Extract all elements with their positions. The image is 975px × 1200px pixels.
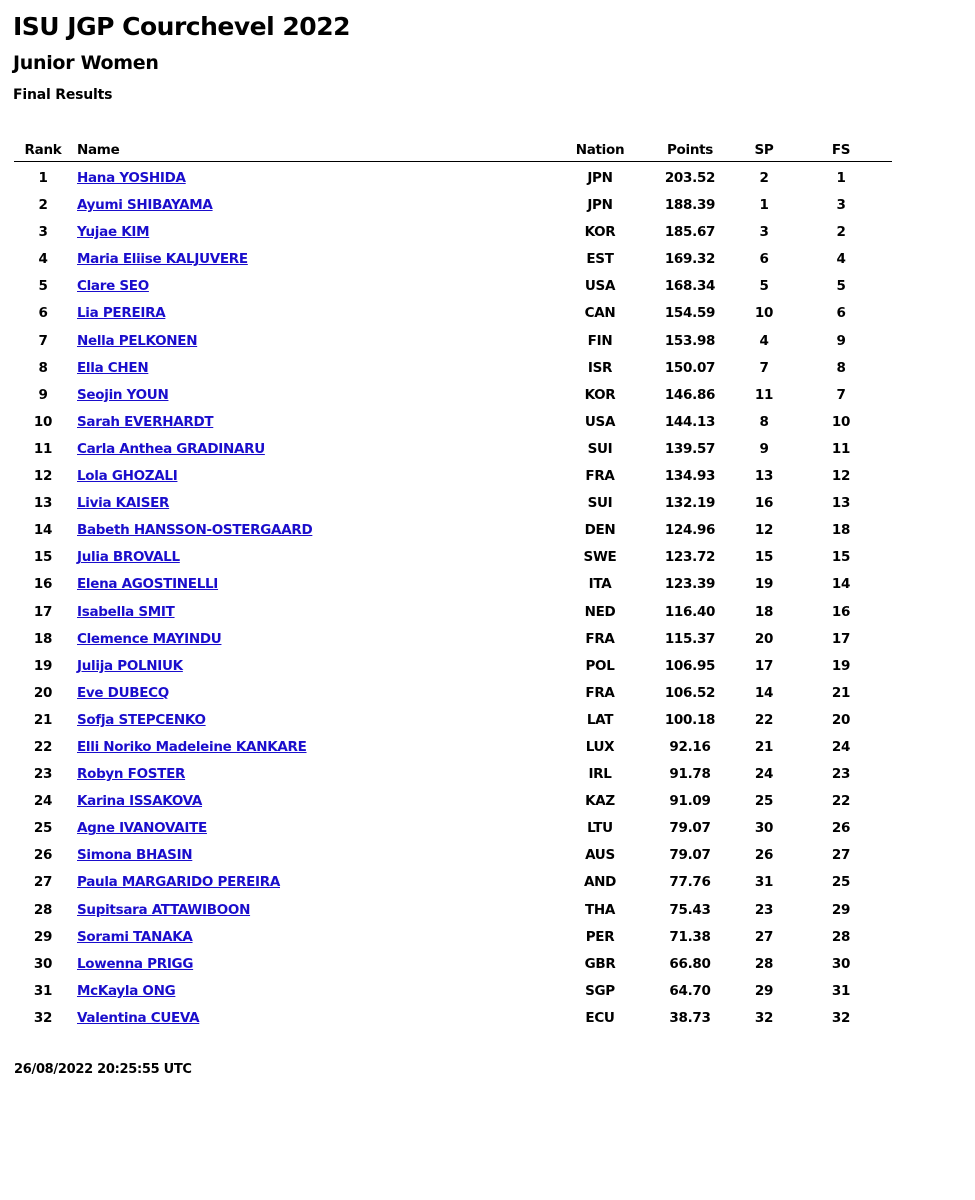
nation-cell: FIN (587, 332, 613, 349)
skater-name-link[interactable]: Paula MARGARIDO PEREIRA (77, 874, 280, 891)
rank-cell: 12 (33, 468, 53, 485)
rank-cell: 5 (38, 278, 48, 295)
sp-placement-cell: 12 (754, 522, 774, 539)
rank-cell: 9 (38, 386, 48, 403)
nation-cell: JPN (587, 197, 613, 214)
skater-name-link[interactable]: Simona BHASIN (77, 847, 193, 864)
fs-placement-cell: 12 (831, 468, 851, 485)
points-cell: 79.07 (669, 847, 711, 864)
nation-cell: POL (585, 657, 615, 674)
table-row (14, 897, 892, 924)
table-row (14, 246, 892, 273)
skater-name-link[interactable]: Ella CHEN (77, 359, 149, 376)
rank-cell: 26 (33, 847, 53, 864)
rank-cell: 32 (33, 1009, 53, 1026)
table-row (14, 680, 892, 707)
nation-cell: ITA (588, 576, 612, 593)
rank-cell: 21 (33, 711, 53, 728)
sp-placement-cell: 5 (759, 278, 769, 295)
skater-name-link[interactable]: McKayla ONG (77, 982, 176, 999)
fs-placement-cell: 16 (831, 603, 851, 620)
points-cell: 79.07 (669, 820, 711, 837)
sp-placement-cell: 9 (759, 440, 769, 457)
nation-cell: LTU (587, 820, 613, 837)
skater-name-link[interactable]: Isabella SMIT (77, 603, 175, 620)
sp-placement-cell: 3 (759, 224, 769, 241)
table-row (14, 788, 892, 815)
table-row (14, 707, 892, 734)
sp-placement-cell: 11 (754, 386, 774, 403)
rank-cell: 10 (33, 413, 53, 430)
skater-name-link[interactable]: Nella PELKONEN (77, 332, 198, 349)
skater-name-link[interactable]: Babeth HANSSON-OSTERGAARD (77, 522, 313, 539)
rank-cell: 6 (38, 305, 48, 322)
table-row (14, 924, 892, 951)
nation-cell: DEN (584, 522, 616, 539)
nation-cell: EST (586, 251, 614, 268)
table-row (14, 192, 892, 219)
skater-name-link[interactable]: Ayumi SHIBAYAMA (77, 197, 213, 214)
table-row (14, 653, 892, 680)
sp-placement-cell: 29 (754, 982, 774, 999)
category-title: Junior Women (13, 52, 159, 74)
nation-cell: LAT (586, 711, 614, 728)
sp-placement-cell: 15 (754, 549, 774, 566)
fs-placement-cell: 7 (836, 386, 846, 403)
nation-cell: KAZ (585, 793, 615, 810)
skater-name-link[interactable]: Elli Noriko Madeleine KANKARE (77, 738, 307, 755)
points-cell: 116.40 (664, 603, 716, 620)
table-row (14, 599, 892, 626)
table-row (14, 734, 892, 761)
fs-placement-cell: 2 (836, 224, 846, 241)
rank-cell: 11 (33, 440, 53, 457)
sp-placement-cell: 32 (754, 1009, 774, 1026)
fs-placement-cell: 25 (831, 874, 851, 891)
sp-placement-cell: 17 (754, 657, 774, 674)
nation-cell: IRL (588, 766, 612, 783)
nation-cell: SWE (583, 549, 617, 566)
report-timestamp: 26/08/2022 20:25:55 UTC (14, 1062, 192, 1077)
fs-placement-cell: 27 (831, 847, 851, 864)
fs-placement-cell: 4 (836, 251, 846, 268)
rank-cell: 22 (33, 738, 53, 755)
table-row (14, 409, 892, 436)
sp-placement-cell: 26 (754, 847, 774, 864)
results-table-body (14, 165, 892, 1032)
points-cell: 38.73 (669, 1009, 711, 1026)
skater-name-link[interactable]: Karina ISSAKOVA (77, 793, 203, 810)
nation-cell: PER (585, 928, 615, 945)
points-cell: 168.34 (664, 278, 716, 295)
table-row (14, 951, 892, 978)
skater-name-link[interactable]: Sofja STEPCENKO (77, 711, 206, 728)
sp-placement-cell: 7 (759, 359, 769, 376)
sp-placement-cell: 22 (754, 711, 774, 728)
skater-name-link[interactable]: Lia PEREIRA (77, 305, 166, 322)
nation-cell: SUI (587, 495, 613, 512)
skater-name-link[interactable]: Lola GHOZALI (77, 468, 178, 485)
sp-placement-cell: 16 (754, 495, 774, 512)
nation-cell: NED (584, 603, 616, 620)
nation-cell: CAN (584, 305, 616, 322)
rank-cell: 29 (33, 928, 53, 945)
nation-cell: FRA (585, 468, 615, 485)
rank-cell: 24 (33, 793, 53, 810)
skater-name-link[interactable]: Sorami TANAKA (77, 928, 193, 945)
nation-cell: ECU (585, 1009, 615, 1026)
nation-cell: USA (584, 278, 616, 295)
fs-placement-cell: 18 (831, 522, 851, 539)
fs-placement-cell: 1 (836, 170, 846, 186)
skater-name-link[interactable]: Robyn FOSTER (77, 766, 186, 783)
table-row (14, 165, 892, 192)
points-cell: 124.96 (664, 522, 716, 539)
table-row (14, 273, 892, 300)
points-cell: 75.43 (669, 901, 711, 918)
sp-placement-cell: 28 (754, 955, 774, 972)
sp-placement-cell: 21 (754, 738, 774, 755)
fs-placement-cell: 29 (831, 901, 851, 918)
skater-name-link[interactable]: Eve DUBECQ (77, 684, 169, 701)
fs-placement-cell: 9 (836, 332, 846, 349)
table-row (14, 219, 892, 246)
nation-cell: THA (584, 901, 616, 918)
points-cell: 146.86 (664, 386, 716, 403)
fs-placement-cell: 28 (831, 928, 851, 945)
sp-placement-cell: 4 (759, 332, 769, 349)
page-title: ISU JGP Courchevel 2022 (13, 12, 350, 41)
fs-placement-cell: 17 (831, 630, 851, 647)
nation-cell: KOR (584, 386, 616, 403)
points-cell: 144.13 (664, 413, 716, 430)
sp-placement-cell: 14 (754, 684, 774, 701)
fs-placement-cell: 32 (831, 1009, 851, 1026)
sp-placement-cell: 23 (754, 901, 774, 918)
rank-cell: 31 (33, 982, 53, 999)
sp-placement-cell: 8 (759, 413, 769, 430)
points-cell: 66.80 (669, 955, 711, 972)
nation-cell: ISR (587, 359, 613, 376)
rank-cell: 23 (33, 766, 53, 783)
column-header-points: Points (666, 142, 714, 158)
column-header-rank: Rank (24, 142, 62, 158)
fs-placement-cell: 13 (831, 495, 851, 512)
table-row (14, 869, 892, 896)
points-cell: 115.37 (664, 630, 716, 647)
points-cell: 150.07 (664, 359, 716, 376)
fs-placement-cell: 24 (831, 738, 851, 755)
nation-cell: KOR (584, 224, 616, 241)
points-cell: 106.95 (664, 657, 716, 674)
rank-cell: 8 (38, 359, 48, 376)
table-row (14, 571, 892, 598)
points-cell: 169.32 (664, 251, 716, 268)
nation-cell: AUS (585, 847, 615, 864)
points-cell: 139.57 (664, 440, 716, 457)
nation-cell: JPN (587, 170, 613, 186)
fs-placement-cell: 15 (831, 549, 851, 566)
column-header-nation: Nation (575, 142, 625, 158)
column-header-fs: FS (831, 142, 851, 158)
table-row (14, 382, 892, 409)
rank-cell: 14 (33, 522, 53, 539)
points-cell: 132.19 (664, 495, 716, 512)
fs-placement-cell: 23 (831, 766, 851, 783)
points-cell: 91.78 (669, 766, 711, 783)
skater-name-link[interactable]: Valentina CUEVA (77, 1009, 200, 1026)
points-cell: 123.39 (664, 576, 716, 593)
table-row (14, 300, 892, 327)
table-row (14, 626, 892, 653)
points-cell: 153.98 (664, 332, 716, 349)
table-row (14, 815, 892, 842)
sp-placement-cell: 31 (754, 874, 774, 891)
sp-placement-cell: 18 (754, 603, 774, 620)
skater-name-link[interactable]: Clare SEO (77, 278, 149, 295)
skater-name-link[interactable]: Julija POLNIUK (77, 657, 183, 674)
table-row (14, 463, 892, 490)
column-header-name: Name (77, 142, 120, 158)
results-table-header (14, 141, 892, 162)
rank-cell: 2 (38, 197, 48, 214)
sp-placement-cell: 30 (754, 820, 774, 837)
rank-cell: 16 (33, 576, 53, 593)
table-row (14, 490, 892, 517)
skater-name-link[interactable]: Julia BROVALL (77, 549, 180, 566)
rank-cell: 15 (33, 549, 53, 566)
fs-placement-cell: 21 (831, 684, 851, 701)
nation-cell: FRA (585, 684, 615, 701)
points-cell: 92.16 (669, 738, 711, 755)
sp-placement-cell: 13 (754, 468, 774, 485)
rank-cell: 28 (33, 901, 53, 918)
skater-name-link[interactable]: Seojin YOUN (77, 386, 169, 403)
skater-name-link[interactable]: Livia KAISER (77, 495, 170, 512)
sp-placement-cell: 25 (754, 793, 774, 810)
rank-cell: 7 (38, 332, 48, 349)
fs-placement-cell: 30 (831, 955, 851, 972)
points-cell: 123.72 (664, 549, 716, 566)
fs-placement-cell: 3 (836, 197, 846, 214)
fs-placement-cell: 8 (836, 359, 846, 376)
fs-placement-cell: 31 (831, 982, 851, 999)
points-cell: 71.38 (669, 928, 711, 945)
points-cell: 154.59 (664, 305, 716, 322)
table-row (14, 761, 892, 788)
fs-placement-cell: 11 (831, 440, 851, 457)
nation-cell: FRA (585, 630, 615, 647)
skater-name-link[interactable]: Hana YOSHIDA (77, 170, 186, 186)
sp-placement-cell: 27 (754, 928, 774, 945)
rank-cell: 18 (33, 630, 53, 647)
points-cell: 106.52 (664, 684, 716, 701)
rank-cell: 30 (33, 955, 53, 972)
fs-placement-cell: 10 (831, 413, 851, 430)
table-row (14, 842, 892, 869)
points-cell: 77.76 (669, 874, 711, 891)
rank-cell: 13 (33, 495, 53, 512)
points-cell: 134.93 (664, 468, 716, 485)
sp-placement-cell: 2 (759, 170, 769, 186)
section-title: Final Results (13, 87, 113, 103)
rank-cell: 25 (33, 820, 53, 837)
rank-cell: 4 (38, 251, 48, 268)
column-header-sp: SP (754, 142, 774, 158)
points-cell: 185.67 (664, 224, 716, 241)
nation-cell: SUI (587, 440, 613, 457)
sp-placement-cell: 1 (759, 197, 769, 214)
table-row (14, 436, 892, 463)
sp-placement-cell: 24 (754, 766, 774, 783)
fs-placement-cell: 22 (831, 793, 851, 810)
sp-placement-cell: 6 (759, 251, 769, 268)
rank-cell: 17 (33, 603, 53, 620)
skater-name-link[interactable]: Sarah EVERHARDT (77, 413, 214, 430)
fs-placement-cell: 26 (831, 820, 851, 837)
table-row (14, 517, 892, 544)
points-cell: 91.09 (669, 793, 711, 810)
table-row (14, 328, 892, 355)
points-cell: 64.70 (669, 982, 711, 999)
fs-placement-cell: 14 (831, 576, 851, 593)
nation-cell: AND (583, 874, 617, 891)
sp-placement-cell: 19 (754, 576, 774, 593)
nation-cell: SGP (585, 982, 615, 999)
rank-cell: 1 (38, 170, 48, 186)
nation-cell: USA (584, 413, 616, 430)
fs-placement-cell: 6 (836, 305, 846, 322)
nation-cell: GBR (584, 955, 616, 972)
skater-name-link[interactable]: Agne IVANOVAITE (77, 820, 207, 837)
skater-name-link[interactable]: Carla Anthea GRADINARU (77, 440, 265, 457)
skater-name-link[interactable]: Yujae KIM (77, 224, 150, 241)
nation-cell: LUX (585, 738, 615, 755)
table-row (14, 355, 892, 382)
fs-placement-cell: 20 (831, 711, 851, 728)
skater-name-link[interactable]: Clemence MAYINDU (77, 630, 222, 647)
table-row (14, 1005, 892, 1032)
rank-cell: 20 (33, 684, 53, 701)
table-row (14, 544, 892, 571)
sp-placement-cell: 10 (754, 305, 774, 322)
points-cell: 203.52 (664, 170, 716, 186)
fs-placement-cell: 19 (831, 657, 851, 674)
points-cell: 100.18 (664, 711, 716, 728)
sp-placement-cell: 20 (754, 630, 774, 647)
rank-cell: 27 (33, 874, 53, 891)
skater-name-link[interactable]: Maria Eliise KALJUVERE (77, 251, 248, 268)
points-cell: 188.39 (664, 197, 716, 214)
skater-name-link[interactable]: Supitsara ATTAWIBOON (77, 901, 251, 918)
rank-cell: 3 (38, 224, 48, 241)
rank-cell: 19 (33, 657, 53, 674)
skater-name-link[interactable]: Elena AGOSTINELLI (77, 576, 219, 593)
fs-placement-cell: 5 (836, 278, 846, 295)
table-row (14, 978, 892, 1005)
skater-name-link[interactable]: Lowenna PRIGG (77, 955, 194, 972)
